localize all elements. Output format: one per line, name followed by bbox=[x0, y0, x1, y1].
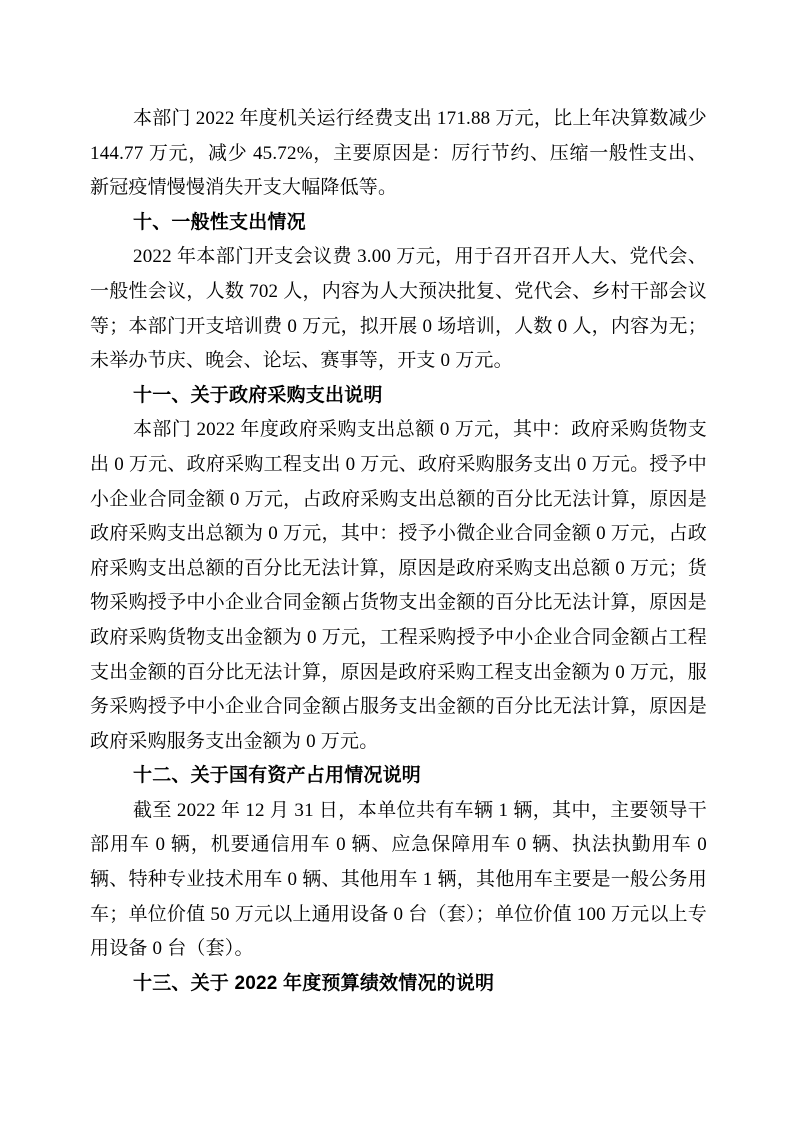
section-heading: 十一、关于政府采购支出说明 bbox=[133, 384, 383, 406]
section-heading: 十三、关于 2022 年度预算绩效情况的说明 bbox=[133, 972, 495, 994]
body-paragraph: 本部门 2022 年度机关运行经费支出 171.88 万元，比上年决算数减少 144.77 万元，减少 45.72%，主要原因是：厉行节约、压缩一般性支出、新冠疫情慢慢消失开支大幅降低等。 bbox=[90, 108, 707, 199]
section-heading: 十二、关于国有资产占用情况说明 bbox=[133, 765, 422, 787]
document-text-block bbox=[90, 102, 707, 1001]
body-paragraph: 本部门 2022 年度政府采购支出总额 0 万元，其中：政府采购货物支出 0 万元、政府采购工程支出 0 万元、政府采购服务支出 0 万元。授予中小企业合同金额 0 万元，占政府采购支出总额的百分比无法计算，原因是政府采购支出总额为 0 万元，其中：授予小微企业合同金额 0 万元，占政府采购支出总额的百分比无法计算，原因是政府采购支出总额 0 万元；货物采购授予中小企业合同金额占货物支出金额的百分比无法计算，原因是政府采购货物支出金额为 0 万元，工程采购授予中小企业合同金额占工程支出金额的百分比无法计算，原因是政府采购工程支出金额为 0 万元，服务采购授予中小企业合同金额占服务支出金额的百分比无法计算，原因是政府采购服务支出金额为 0 万元。 bbox=[90, 419, 707, 752]
body-paragraph: 截至 2022 年 12 月 31 日，本单位共有车辆 1 辆，其中，主要领导干部用车 0 辆，机要通信用车 0 辆、应急保障用车 0 辆、执法执勤用车 0 辆、特种专业技术用车 0 辆、其他用车 1 辆，其他用车主要是一般公务用车；单位价值 50 万元以上通用设备 0 台（套）；单位价值 100 万元以上专用设备 0 台（套）。 bbox=[90, 799, 707, 960]
body-paragraph: 2022 年本部门开支会议费 3.00 万元，用于召开召开人大、党代会、一般性会议，人数 702 人，内容为人大预决批复、党代会、乡村干部会议等；本部门开支培训费 0 万元，拟开展 0 场培训，人数 0 人，内容为无；未举办节庆、晚会、论坛、赛事等，开支 0 万元。 bbox=[90, 246, 707, 372]
section-heading: 十、一般性支出情况 bbox=[133, 211, 306, 233]
